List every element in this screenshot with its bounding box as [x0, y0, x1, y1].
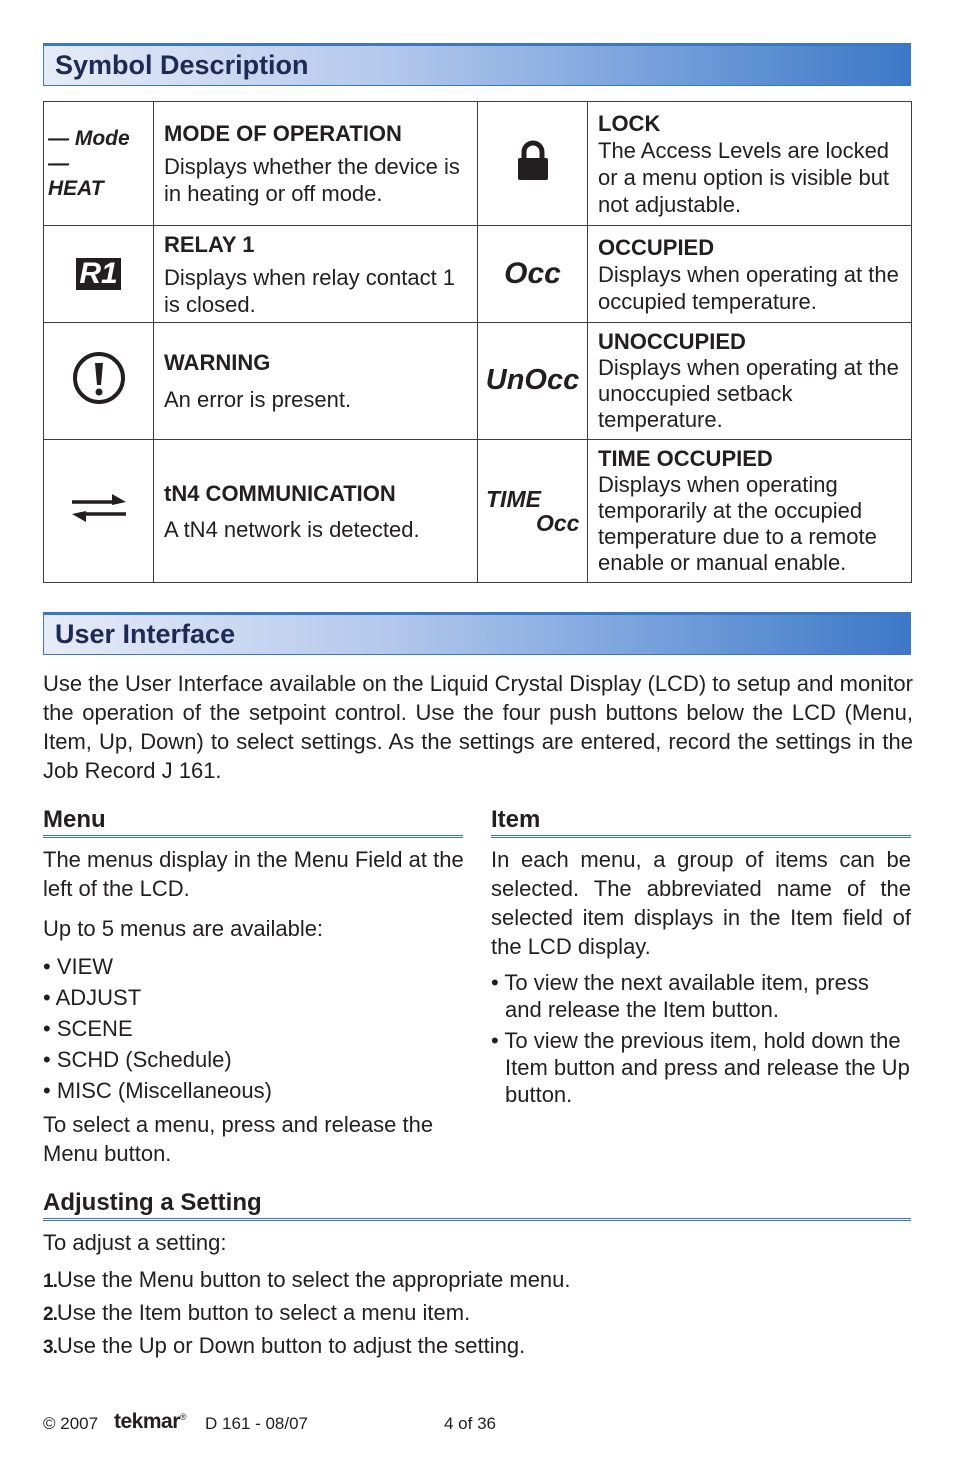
- time-occupied-symbol-cell: [478, 440, 588, 583]
- tn4-symbol-cell: [44, 440, 154, 583]
- unoccupied-icon: UnOcc: [485, 364, 580, 396]
- menu-paragraph-3: To select a menu, press and release the Menu button.: [43, 1112, 434, 1166]
- warning-description-cell: [154, 323, 478, 440]
- relay-symbol-cell: [44, 226, 154, 323]
- occupied-symbol-cell: [478, 226, 588, 323]
- table-row: [44, 440, 912, 583]
- time-occ-icon: TIME Occ: [486, 486, 580, 536]
- adjusting-intro: To adjust a setting:: [43, 1230, 227, 1255]
- list-item: • SCHD (Schedule): [43, 1047, 232, 1072]
- mode-title: MODE OF OPERATION: [164, 121, 402, 146]
- tn4-title: tN4 COMMUNICATION: [164, 480, 396, 506]
- lock-symbol-cell: [478, 102, 588, 226]
- list-item: • To view the previous item, hold down the Item button and press and release the Up button.: [491, 1028, 910, 1107]
- occupied-desc: Displays when operating at the occupied temperature.: [598, 261, 899, 314]
- table-row: [44, 226, 912, 323]
- unoccupied-title: UNOCCUPIED: [598, 329, 746, 354]
- symbol-description-heading: Symbol Description: [43, 43, 911, 86]
- relay-r1-icon: R1: [76, 258, 120, 290]
- page-number: 4 of 36: [444, 1414, 496, 1433]
- list-item: • ADJUST: [43, 985, 142, 1010]
- menu-heading: Menu: [43, 806, 463, 838]
- tekmar-logo: tekmar®: [114, 1410, 187, 1433]
- relay-description-cell: [154, 226, 478, 323]
- list-item: • To view the next available item, press and release the Item button.: [491, 970, 869, 1022]
- menu-list: [43, 951, 465, 1106]
- time-occupied-description-cell: [588, 440, 912, 583]
- menu-paragraph-1: The menus display in the Menu Field at the left of the LCD.: [43, 847, 464, 901]
- intro-paragraph: Use the User Interface available on the Liquid Crystal Display (LCD) to setup and monitor the operation of the setpoint control. Use the four push buttons below the LCD (Menu, Item, Up, Down) to select settings. As the settings are entered, record the settings in the Job Record J 161.: [43, 671, 913, 783]
- lock-desc: The Access Levels are locked or a menu option is visible but not adjustable.: [598, 137, 890, 217]
- relay-desc: Displays when relay contact 1 is closed.: [164, 264, 456, 317]
- time-occupied-desc: Displays when operating temporarily at the occupied temperature due to a remote enable or manual enable.: [598, 472, 877, 575]
- unoccupied-desc: Displays when operating at the unoccupied setback temperature.: [598, 355, 899, 432]
- occupied-description-cell: [588, 226, 912, 323]
- menu-paragraph-2: Up to 5 menus are available:: [43, 916, 324, 941]
- tn4-desc: A tN4 network is detected.: [164, 516, 420, 542]
- tn4-arrows-icon: [70, 492, 128, 524]
- mode-description-cell: [154, 102, 478, 226]
- list-item: • VIEW: [43, 954, 114, 979]
- unoccupied-description-cell: [588, 323, 912, 440]
- footer-doc-number: D 161 - 08/07: [205, 1414, 309, 1433]
- item-paragraph: In each menu, a group of items can be selected. The abbreviated name of the selected item displays in the Item field of the LCD display.: [491, 847, 911, 959]
- time-occupied-title: TIME OCCUPIED: [598, 446, 773, 471]
- lock-icon: [515, 140, 551, 182]
- list-item: • MISC (Miscellaneous): [43, 1078, 272, 1103]
- warning-symbol-cell: [44, 323, 154, 440]
- list-item: • SCENE: [43, 1016, 133, 1041]
- table-row: [44, 323, 912, 440]
- warning-icon: [72, 351, 126, 405]
- mode-heat-icon: — Mode — HEAT: [48, 127, 130, 200]
- mode-desc: Displays whether the device is in heating or off mode.: [164, 154, 460, 206]
- tn4-description-cell: [154, 440, 478, 583]
- occupied-icon: Occ: [504, 256, 561, 290]
- relay-title: RELAY 1: [164, 231, 255, 257]
- list-item: 3.Use the Up or Down button to adjust the setting.: [43, 1333, 526, 1358]
- warning-title: WARNING: [164, 350, 271, 375]
- adjusting-heading: Adjusting a Setting: [43, 1189, 911, 1221]
- unoccupied-symbol-cell: [478, 323, 588, 440]
- item-heading: Item: [491, 806, 911, 838]
- table-row: [44, 102, 912, 226]
- warning-desc: An error is present.: [164, 387, 352, 412]
- adjusting-steps: [43, 1265, 911, 1364]
- list-item: 2.Use the Item button to select a menu item.: [43, 1300, 471, 1325]
- item-list: [491, 969, 911, 1108]
- list-item: 1.Use the Menu button to select the appropriate menu.: [43, 1267, 571, 1292]
- lock-description-cell: [588, 102, 912, 226]
- user-interface-heading: User Interface: [43, 612, 911, 655]
- footer-copyright: © 2007: [43, 1414, 99, 1433]
- occupied-title: OCCUPIED: [598, 234, 715, 260]
- lock-title: LOCK: [598, 110, 661, 136]
- symbol-table: [43, 101, 912, 583]
- mode-symbol-cell: [44, 102, 154, 226]
